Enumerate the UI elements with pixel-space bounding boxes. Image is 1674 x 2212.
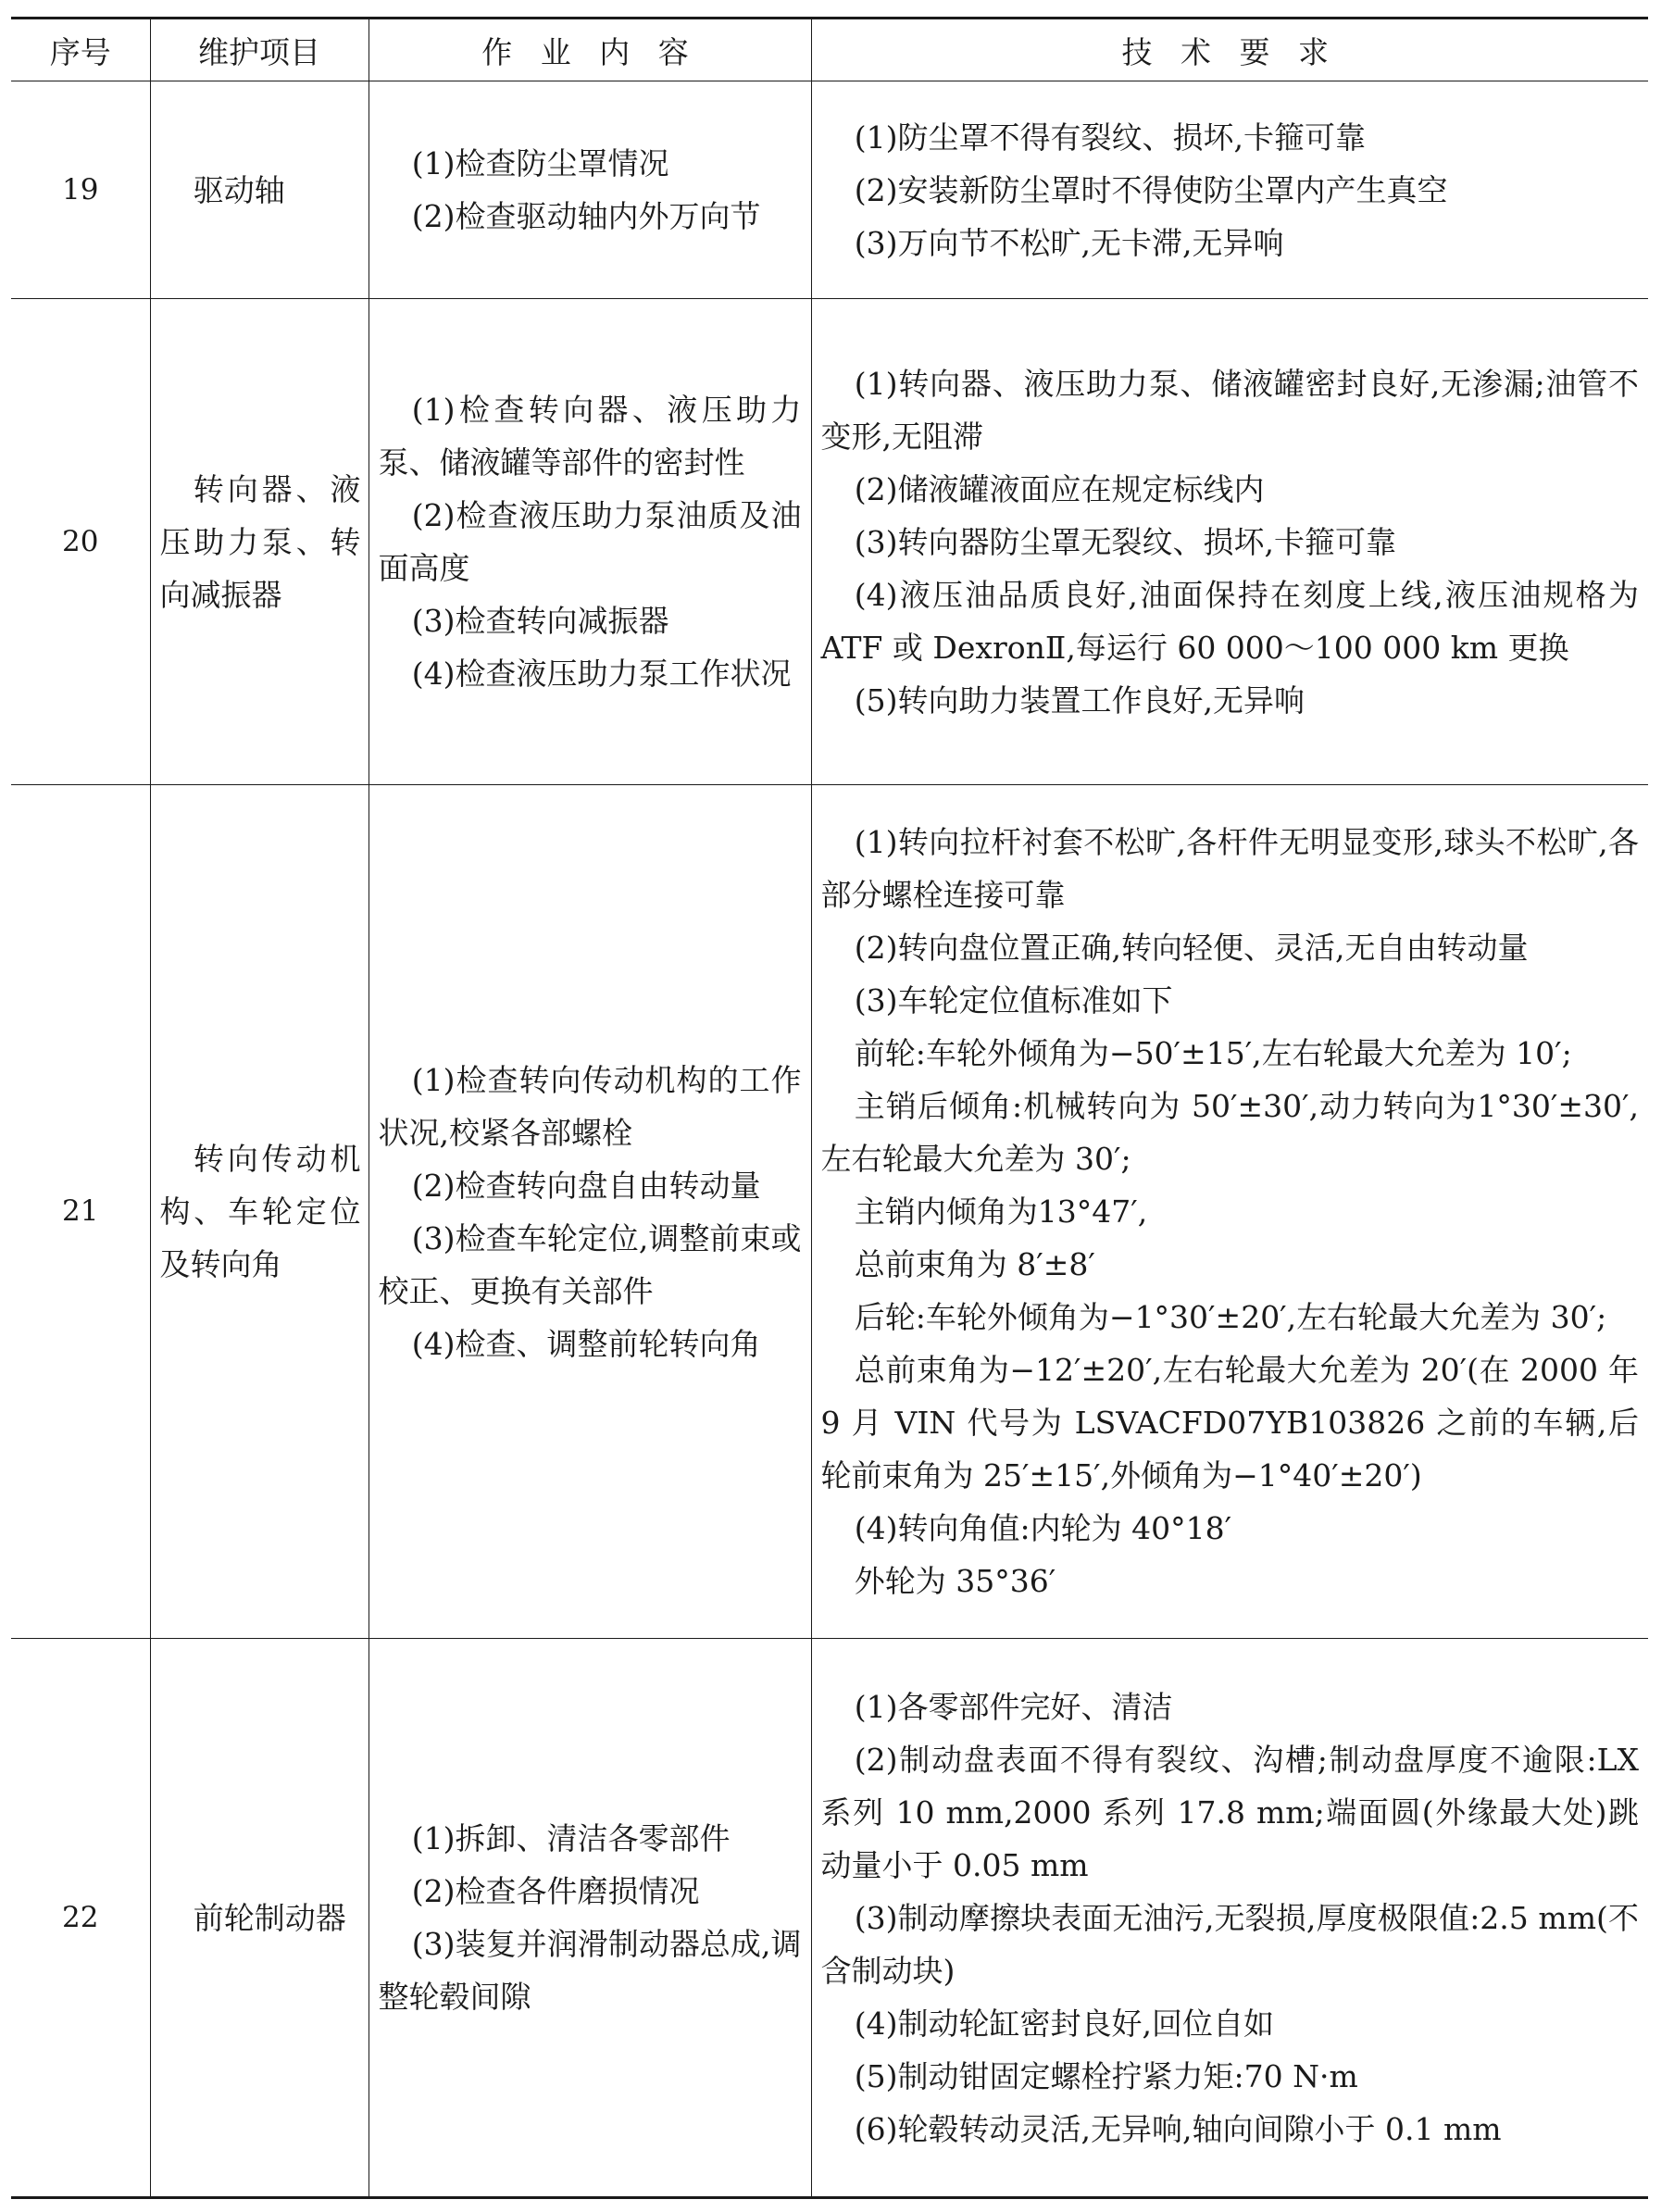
- requirement: (2)转向盘位置正确,转向轻便、灵活,无自由转动量: [854, 930, 1529, 966]
- header-work: 作 业 内 容: [369, 19, 811, 81]
- requirement: (2)储液罐液面应在规定标线内: [854, 470, 1265, 507]
- work-step: (1)拆卸、清洁各零部件: [411, 1820, 731, 1856]
- row-number: 21: [62, 1194, 99, 1228]
- requirement: 外轮为 35°36′: [854, 1563, 1056, 1599]
- technical-requirements: [811, 1639, 1648, 2198]
- requirement: (4)转向角值:内轮为 40°18′: [854, 1510, 1232, 1546]
- item-text: 转向传动机构、车轮定位及转向角: [159, 1141, 361, 1282]
- requirement: (1)防尘罩不得有裂纹、损坏,卡箍可靠: [854, 119, 1367, 156]
- requirement: (1)各零部件完好、清洁: [854, 1688, 1173, 1725]
- item-text: 驱动轴: [193, 171, 285, 208]
- work-content: [369, 81, 811, 299]
- header-item: 维护项目: [150, 19, 369, 81]
- table-row: [11, 1639, 1648, 2198]
- work-step: (4)检查、调整前轮转向角: [411, 1325, 761, 1362]
- table-row: [11, 299, 1648, 785]
- work-step: (1)检查防尘罩情况: [411, 145, 669, 181]
- requirement: 后轮:车轮外倾角为−1°30′±20′,左右轮最大允差为 30′;: [854, 1299, 1607, 1335]
- requirement: (5)转向助力装置工作良好,无异响: [854, 681, 1305, 719]
- row-number: 19: [62, 172, 99, 206]
- item-text: 前轮制动器: [193, 1899, 346, 1936]
- requirement: 主销内倾角为13°47′,: [854, 1193, 1148, 1230]
- requirement: 总前束角为−12′±20′,左右轮最大允差为 20′(在 2000 年 9 月 VIN 代号为 LSVACFD07YB103826 之前的车辆,后轮前束角为 25′±15′,外倾角为−1°40′±20′): [820, 1352, 1639, 1493]
- work-content: [369, 299, 811, 785]
- requirement: (2)制动盘表面不得有裂纹、沟槽;制动盘厚度不逾限:LX 系列 10 mm,2000 系列 17.8 mm;端面圆(外缘最大处)跳动量小于 0.05 mm: [820, 1741, 1639, 1883]
- item-text: 转向器、液压助力泵、转向减振器: [159, 470, 361, 613]
- requirement: (1)转向拉杆衬套不松旷,各杆件无明显变形,球头不松旷,各部分螺栓连接可靠: [820, 824, 1639, 913]
- requirement: (6)轮毂转动灵活,无异响,轴向间隙小于 0.1 mm: [854, 2110, 1502, 2147]
- technical-requirements: [811, 299, 1648, 785]
- requirement: (3)车轮定位值标准如下: [854, 982, 1173, 1019]
- technical-requirements: [811, 81, 1648, 299]
- work-step: (2)检查液压助力泵油质及油面高度: [378, 497, 802, 586]
- requirement: (2)安装新防尘罩时不得使防尘罩内产生真空: [854, 171, 1448, 208]
- requirement: (4)液压油品质良好,油面保持在刻度上线,液压油规格为 ATF 或 DexronⅡ,每运行 60 000～100 000 km 更换: [820, 576, 1639, 666]
- work-step: (4)检查液压助力泵工作状况: [411, 656, 792, 692]
- requirement: (3)万向节不松旷,无卡滞,无异响: [854, 224, 1284, 261]
- table-row: [11, 785, 1648, 1639]
- requirement: (1)转向器、液压助力泵、储液罐密封良好,无渗漏;油管不变形,无阻滞: [820, 365, 1639, 455]
- work-step: (2)检查驱动轴内外万向节: [411, 198, 761, 234]
- work-step: (1)检查转向传动机构的工作状况,校紧各部螺栓: [378, 1061, 802, 1151]
- maintenance-item: [150, 1639, 369, 2198]
- header-requirements: 技 术 要 求: [811, 19, 1648, 81]
- work-step: (2)检查各件磨损情况: [411, 1873, 700, 1909]
- row-number: 20: [62, 524, 99, 558]
- requirement: (5)制动钳固定螺栓拧紧力矩:70 N·m: [854, 2057, 1358, 2094]
- requirement: (4)制动轮缸密封良好,回位自如: [854, 2005, 1275, 2042]
- work-content: [369, 785, 811, 1639]
- requirement: 总前束角为 8′±8′: [854, 1246, 1095, 1282]
- work-step: (3)检查转向减振器: [411, 603, 669, 639]
- requirement: 前轮:车轮外倾角为−50′±15′,左右轮最大允差为 10′;: [854, 1035, 1572, 1071]
- row-number: 22: [62, 1900, 99, 1934]
- work-step: (2)检查转向盘自由转动量: [411, 1167, 761, 1204]
- technical-requirements: [811, 785, 1648, 1639]
- maintenance-item: [150, 785, 369, 1639]
- work-step: (3)装复并润滑制动器总成,调整轮毂间隙: [378, 1926, 802, 2015]
- requirement: (3)制动摩擦块表面无油污,无裂损,厚度极限值:2.5 mm(不含制动块): [820, 1899, 1639, 1989]
- requirement: 主销后倾角:机械转向为 50′±30′,动力转向为1°30′±30′,左右轮最大允差为 30′;: [820, 1088, 1639, 1177]
- header-no: 序号: [49, 33, 111, 70]
- maintenance-table-page: [11, 17, 1648, 2194]
- maintenance-item: [150, 81, 369, 299]
- maintenance-item: [150, 299, 369, 785]
- requirement: (3)转向器防尘罩无裂纹、损坏,卡箍可靠: [854, 523, 1397, 560]
- work-content: [369, 1639, 811, 2198]
- table-header-row: [11, 19, 1648, 81]
- work-step: (1)检查转向器、液压助力泵、储液罐等部件的密封性: [378, 392, 802, 481]
- table-row: [11, 81, 1648, 299]
- maintenance-table: [11, 17, 1648, 2199]
- work-step: (3)检查车轮定位,调整前束或校正、更换有关部件: [378, 1219, 802, 1309]
